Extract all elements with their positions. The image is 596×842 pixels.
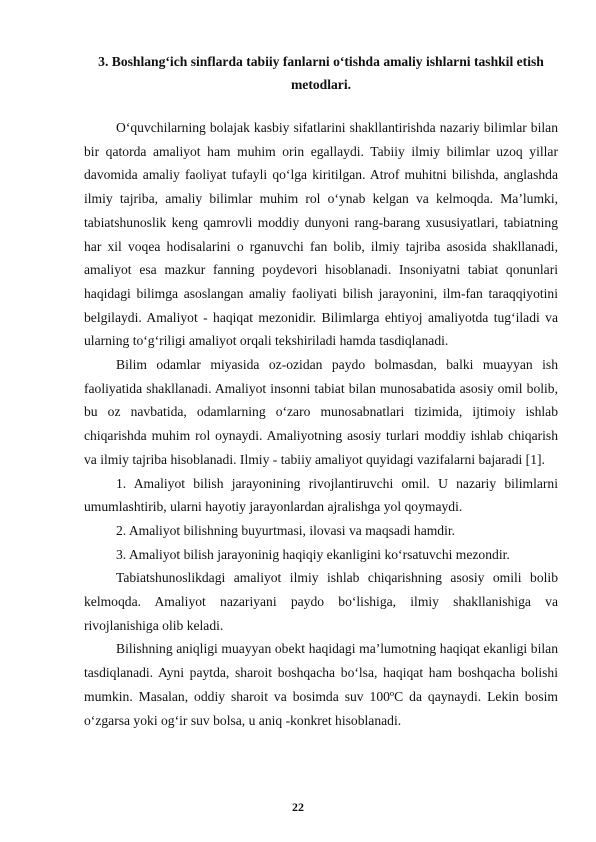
document-page <box>84 50 558 732</box>
list-item-1: 1. Amaliyot bilish jarayonining rivojlantiruvchi omil. U nazariy bilimlarni umumlashtirib, ularni hayotiy jarayonlardan ajralishga yol qoymaydi. <box>84 475 558 515</box>
section-title: 3. Boshlang‘ich sinflarda tabiiy fanlarni o‘tishda amaliy ishlarni tashkil etish metodlari. <box>98 54 544 92</box>
list-item-3: 3. Amaliyot bilish jarayoninig haqiqiy ekanligini ko‘rsatuvchi mezondir. <box>116 546 510 562</box>
paragraph-4: Bilishning aniqligi muayyan obekt haqidagi ma’lumotning haqiqat ekanligi bilan tasdiqlanadi. Ayni paytda, sharoit boshqacha bo‘lsa, haqiqat ham boshqacha bolishi mumkin. Masalan, oddiy sharoit va bosimda suv 100ºC da qaynaydi. Lekin bosim o‘zgarsa yoki og‘ir suv bolsa, u aniq -konkret hisoblanadi. <box>84 641 558 728</box>
list-item-2: 2. Amaliyot bilishning buyurtmasi, ilovasi va maqsadi hamdir. <box>116 522 456 538</box>
paragraph-2: Bilim odamlar miyasida oz-ozidan paydo bolmasdan, balki muayyan ish faoliyatida shakllanadi. Amaliyot insonni tabiat bilan munosabatida asosiy omil bolib, bu oz navbatida, odamlarning o‘zaro munosabnatlari tizimida, ijtimoiy ishlab chiqarishda muhim rol oynaydi. Amaliyotning asosiy turlari moddiy ishlab chiqarish va ilmiy tajriba hisoblanadi. Ilmiy - tabiiy amaliyot quyidagi vazifalarni bajaradi [1]. <box>84 357 558 467</box>
paragraph-1: O‘quvchilarning bolajak kasbiy sifatlarini shakllantirishda nazariy bilimlar bilan bir qatorda amaliyot ham muhim orin egallaydi. Tabiiy ilmiy bilimlar uzoq yillar davomida amaliy faoliyat tufayli qo‘lga kiritilgan. Atrof muhitni bilishda, anglashda ilmiy tajriba, amaliy bilimlar muhim rol o‘ynab kelgan va kelmoqda. Ma’lumki, tabiatshunoslik keng qamrovli moddiy dunyoni rang-barang xususiyatlari, tabiatning har xil voqea hodisalarini o rganuvchi fan bolib, ilmiy tajriba asosida shakllanadi, amaliyot esa mazkur fanning poydevori hisoblanadi. Insoniyatni tabiat qonunlari haqidagi bilimga asoslangan amaliy faoliyati bilish jarayonini, ilm-fan taraqqiyotini belgilaydi. Amaliyot - haqiqat mezonidir. Bilimlarga ehtiyoj amaliyotda tug‘iladi va ularning to‘g‘riligi amaliyot orqali tekshiriladi hamda tasdiqlanadi. <box>84 120 558 349</box>
paragraph-3: Tabiatshunoslikdagi amaliyot ilmiy ishlab chiqarishning asosiy omili bolib kelmoqda. Amaliyot nazariyani paydo bo‘lishiga, ilmiy shakllanishiga va rivojlanishiga olib keladi. <box>84 570 558 633</box>
page-number: 22 <box>292 800 304 814</box>
